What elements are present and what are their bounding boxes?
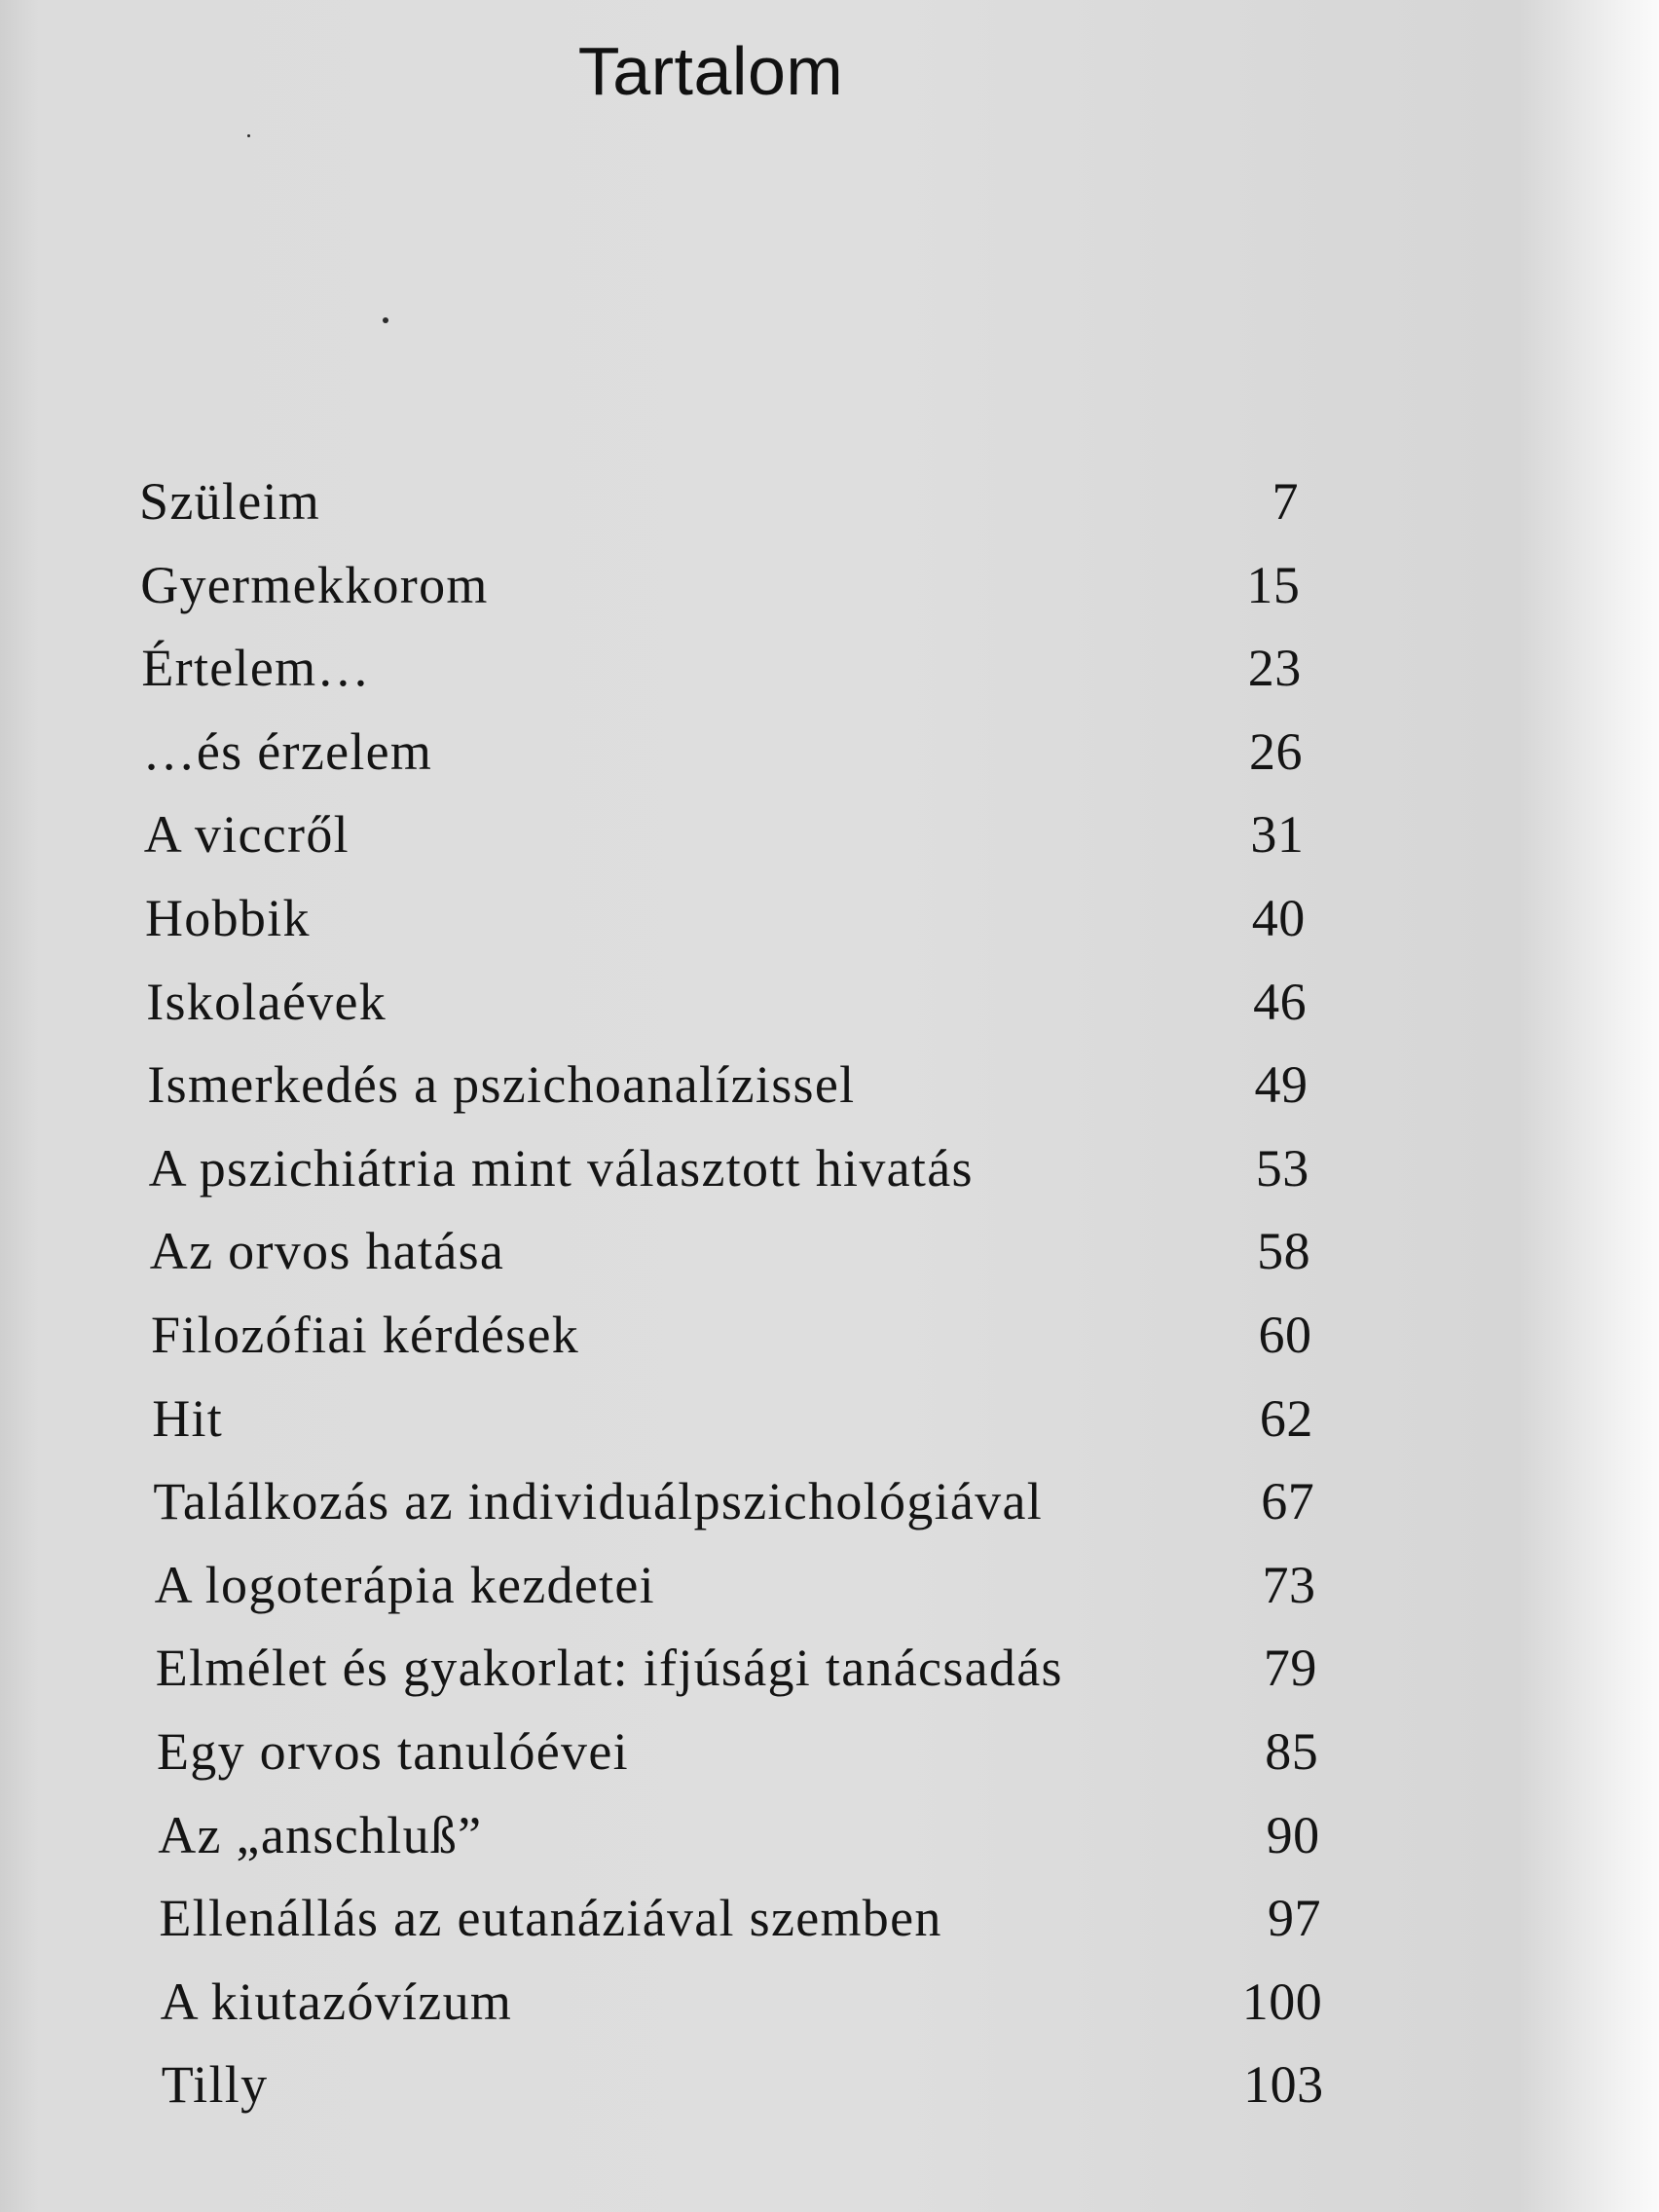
toc-entry-title: Hobbik: [145, 889, 311, 947]
toc-entry-title: Gyermekkorom: [140, 555, 489, 614]
toc-entry-page: 53: [1255, 1138, 1309, 1198]
toc-entry-title: Ismerkedés a pszichoanalízissel: [147, 1055, 856, 1115]
toc-entry[interactable]: [153, 1467, 1314, 1535]
toc-entry[interactable]: [146, 968, 1307, 1036]
toc-entry[interactable]: [144, 800, 1305, 868]
toc-entry-page: 73: [1262, 1555, 1316, 1614]
toc-entry-title: Az orvos hatása: [149, 1222, 505, 1281]
toc-entry-title: Iskolaévek: [146, 972, 387, 1031]
toc-entry-page: 7: [1272, 472, 1299, 531]
toc-entry[interactable]: [152, 1384, 1313, 1453]
toc-entry-page: 60: [1258, 1306, 1312, 1364]
toc-entry-title: A logoterápia kezdetei: [154, 1555, 655, 1614]
toc-entry-title: Az „anschluß”: [158, 1805, 483, 1864]
toc-entry-page: 23: [1247, 639, 1302, 698]
toc-entry-page: 46: [1253, 972, 1308, 1031]
toc-entry-title: Ellenállás az eutanáziával szemben: [159, 1889, 942, 1948]
toc-entry[interactable]: [150, 1217, 1310, 1285]
toc-entry[interactable]: [155, 1551, 1316, 1619]
toc-entry-title: Találkozás az individuálpszichológiával: [153, 1472, 1044, 1531]
toc-entry[interactable]: [149, 1134, 1309, 1202]
toc-entry-page: 103: [1243, 2055, 1324, 2115]
toc-entry[interactable]: [157, 1717, 1318, 1786]
toc-entry-title: Tilly: [161, 2055, 269, 2115]
toc-entry-title: A pszichiátria mint választott hivatás: [148, 1138, 974, 1198]
toc-entry-page: 15: [1246, 555, 1301, 614]
toc-entry[interactable]: [145, 884, 1306, 952]
toc-entry-page: 49: [1254, 1055, 1309, 1115]
toc-entry[interactable]: [158, 1801, 1319, 1869]
toc-entry-page: 79: [1263, 1639, 1317, 1698]
toc-entry-title: Hit: [152, 1388, 224, 1448]
toc-entry-page: 67: [1261, 1472, 1315, 1531]
toc-entry-title: Szüleim: [139, 472, 321, 531]
toc-entry-title: Filozófiai kérdések: [151, 1306, 580, 1364]
toc-entry-page: 90: [1266, 1805, 1320, 1864]
toc-entry-title: Elmélet és gyakorlat: ifjúsági tanácsadás: [155, 1639, 1063, 1698]
toc-entry[interactable]: [156, 1634, 1317, 1702]
toc-entry[interactable]: [141, 634, 1301, 702]
toc-entry[interactable]: [139, 467, 1299, 535]
toc-entry-page: 58: [1257, 1222, 1311, 1281]
toc-entry-page: 26: [1249, 721, 1304, 781]
toc-entry[interactable]: [159, 1884, 1321, 1952]
toc-entry-title: …és érzelem: [142, 721, 433, 781]
toc-entry[interactable]: [143, 718, 1303, 786]
page-title: Tartalom: [577, 33, 844, 109]
toc-entry-page: 40: [1251, 889, 1306, 947]
toc-entry-title: Egy orvos tanulóévei: [157, 1722, 629, 1781]
toc-entry-title: A viccről: [143, 805, 350, 865]
toc-entry-page: 62: [1259, 1388, 1313, 1448]
toc-entry[interactable]: [151, 1301, 1312, 1369]
toc-entry[interactable]: [147, 1051, 1308, 1119]
toc-entry[interactable]: [140, 551, 1300, 619]
toc-entry[interactable]: [161, 1968, 1323, 2036]
toc-entry-title: Értelem…: [141, 639, 371, 698]
toc-entry-page: 85: [1265, 1722, 1319, 1781]
toc-entry-page: 97: [1267, 1889, 1321, 1948]
toc-entry-page: 100: [1241, 1972, 1323, 2031]
toc-entry-title: A kiutazóvízum: [160, 1972, 513, 2031]
toc-entry-page: 31: [1250, 805, 1305, 865]
toc-entry[interactable]: [162, 2050, 1324, 2119]
